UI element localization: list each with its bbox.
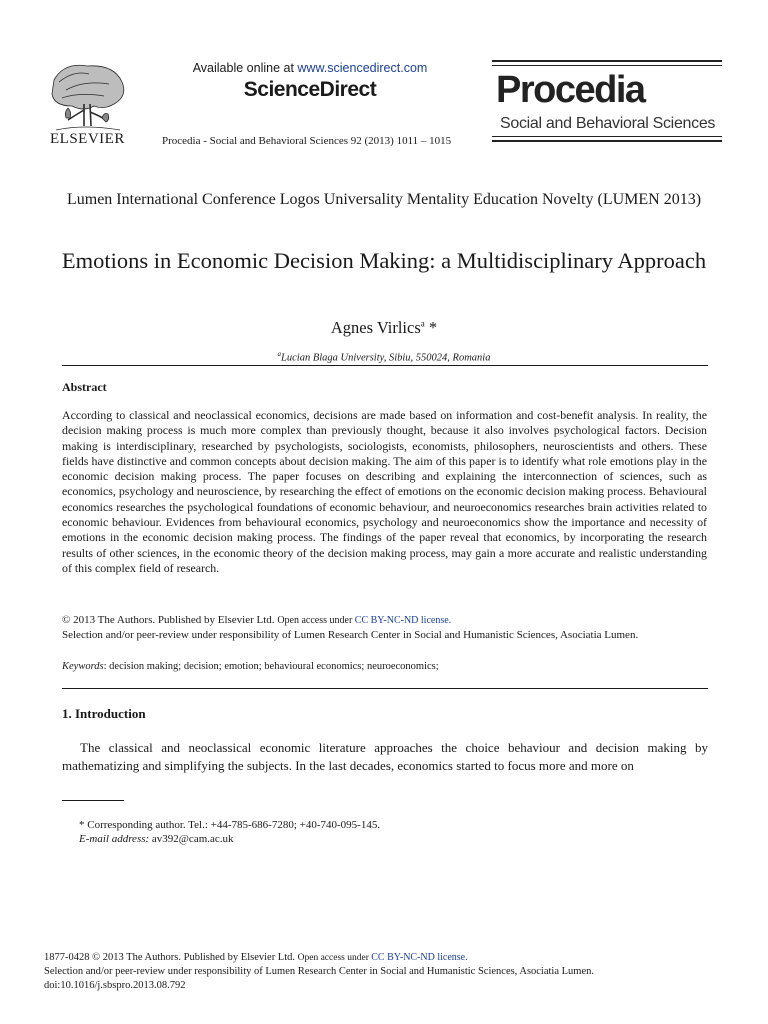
divider-top xyxy=(62,365,708,366)
keywords: Keywords: decision making; decision; emotion; behavioural economics; neuroeconomics; xyxy=(62,661,439,672)
footer-doi: doi:10.1016/j.sbspro.2013.08.792 xyxy=(44,980,186,991)
corresponding-author-note: * Corresponding author. Tel.: +44-785-686-7280; +40-740-095-145. xyxy=(79,819,381,831)
footnote-divider xyxy=(62,800,124,801)
paper-title: Emotions in Economic Decision Making: a Multidisciplinary Approach xyxy=(61,248,707,273)
procedia-subtitle: Social and Behavioral Sciences xyxy=(500,115,716,132)
sciencedirect-link[interactable]: www.sciencedirect.com xyxy=(297,61,428,75)
affiliation: $^a$Lucian Blaga University, Sibiu, 550024, Romania xyxy=(277,350,491,364)
copyright-line: © 2013 The Authors. Published by Elsevier Ltd. Open access under CC BY-NC-ND license. xyxy=(62,614,452,626)
license-link[interactable]: CC BY-NC-ND license. xyxy=(354,615,452,626)
abstract-text: According to classical and neoclassical economics, decisions are made based on information and cost-benefit analysis. In reality, the decision making process is much more complex than previously thought, because it also involves psychological factors. Decision making is interdisciplinary, researched by psychologists, sociologists, economists, philosophers, neuroscientists and others. These fields have distinctive and common concepts about decision making. The aim of this paper is to identify what role emotions play in the economic decision making process. The paper focuses on describing and explaining the interconnection of sciences, such as economics, psychology and neuroscience, by researching the effect of emotions on the economic decision making process. Behavioural economics researches the psychological foundations of economic behaviour, and neuroeconomics researches brain activities related to economic behaviour. Evidences from behavioural economics, psychology and neuroeconomics show the importance and necessity of emotions in the economic decision making process. The findings of the paper reveal that economics, by incorporating the research results of other sciences, in the economic theory of the decision making process, may gain a more accurate and realistic understanding of this complex field of research. xyxy=(62,408,707,575)
introduction-text: The classical and neoclassical economic literature approaches the choice behaviour and decision making by mathematizing and simplifying the subjects. In the last decades, economics started to focus more and more on xyxy=(62,740,708,773)
author: Agnes Virlics$^a$ * xyxy=(330,318,438,337)
conference-name: Lumen International Conference Logos Universality Mentality Education Novelty (LUMEN 2013) xyxy=(66,191,702,208)
footer-copyright: 1877-0428 © 2013 The Authors. Published by Elsevier Ltd. Open access under CC BY-NC-ND license. xyxy=(44,952,468,963)
peer-review-note: Selection and/or peer-review under responsibility of Lumen Research Center in Social and Humanistic Sciences, Asociatia Lumen. xyxy=(62,629,639,641)
section-heading-introduction: 1. Introduction xyxy=(62,706,146,721)
email-note: E-mail address: av392@cam.ac.uk xyxy=(79,833,234,845)
procedia-logo xyxy=(492,60,722,145)
available-online: Available online at www.sciencedirect.com xyxy=(192,61,428,75)
sciencedirect-logo: ScienceDirect xyxy=(243,78,377,101)
footer-peer-review: Selection and/or peer-review under responsibility of Lumen Research Center in Social and Humanistic Sciences, Asociatia Lumen. xyxy=(44,966,594,977)
footer-license-link[interactable]: CC BY-NC-ND license. xyxy=(371,952,468,963)
abstract-heading: Abstract xyxy=(62,380,107,394)
elsevier-wordmark: ELSEVIER xyxy=(50,131,125,147)
divider-bottom xyxy=(62,688,708,689)
procedia-title: Procedia xyxy=(496,69,645,111)
journal-reference: Procedia - Social and Behavioral Sciences 92 (2013) 1011 – 1015 xyxy=(162,135,452,147)
